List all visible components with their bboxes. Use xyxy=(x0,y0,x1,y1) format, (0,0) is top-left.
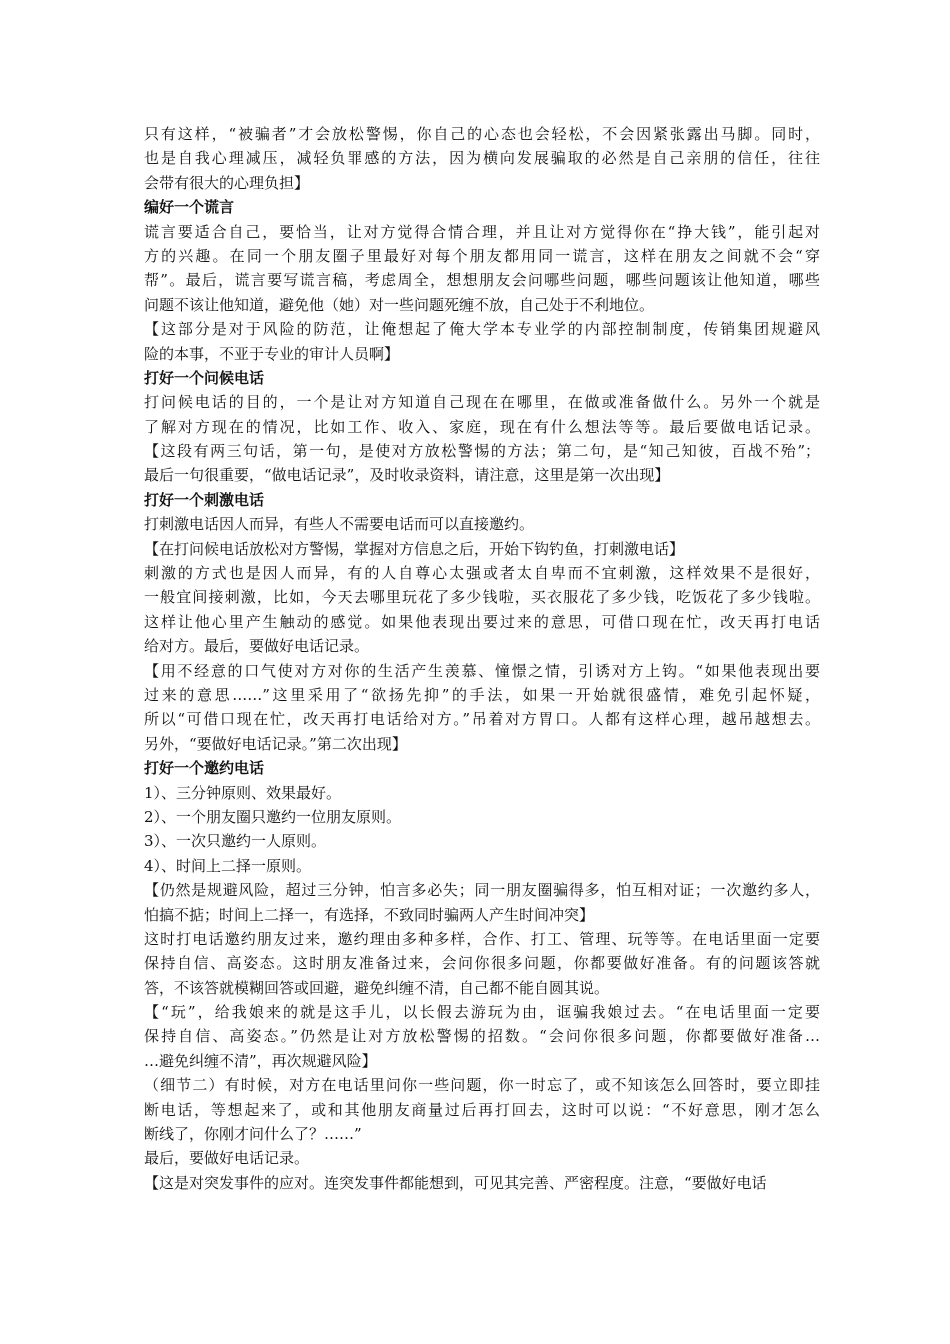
text-line: 打问候电话的目的，一个是让对方知道自己现在在哪里，在做或准备做什么。另外一个就是 xyxy=(144,393,820,412)
text-line: 【仍然是规避风险，超过三分钟，怕言多必失；同一朋友圈骗得多，怕互相对证；一次邀约多人， xyxy=(144,881,820,900)
section-heading: 打好一个问候电话 xyxy=(144,368,265,387)
text-line: 4）、时间上二择一原则。 xyxy=(144,856,312,875)
text-line: 3）、一次只邀约一人原则。 xyxy=(144,832,327,851)
text-line: 帮”。最后，谎言要写谎言稿，考虑周全，想想朋友会问哪些问题，哪些问题该让他知道，哪些 xyxy=(144,271,820,290)
text-line: 【这部分是对于风险的防范，让俺想起了俺大学本专业学的内部控制制度，传销集团规避风 xyxy=(144,320,820,339)
text-line: 最后一句很重要，“做电话记录”，及时收录资料，请注意，这里是第一次出现】 xyxy=(144,466,670,485)
section-heading: 编好一个谎言 xyxy=(144,198,235,217)
paragraph xyxy=(144,512,820,756)
text-line: …避免纠缠不清”，再次规避风险】 xyxy=(144,1051,377,1070)
text-line: 了解对方现在的情况，比如工作、收入、家庭，现在有什么想法等等。最后要做电话记录。 xyxy=(144,417,820,436)
paragraph xyxy=(144,220,820,318)
text-line: 险的本事，不亚于专业的审计人员啊】 xyxy=(144,344,400,363)
text-line: 给对方。最后，要做好电话记录。 xyxy=(144,637,370,656)
text-line: 答，不该答就模糊回答或回避，避免纠缠不清，自己都不能自圆其说。 xyxy=(144,978,610,997)
text-line: 问题不该让他知道，避免他（她）对一些问题死缠不放，自己处于不利地位。 xyxy=(144,295,655,314)
document-page xyxy=(144,122,820,1195)
text-line: 怕搞不掂；时间上二择一，有选择，不致同时骗两人产生时间冲突】 xyxy=(144,905,595,924)
section-heading: 打好一个刺激电话 xyxy=(144,490,265,509)
text-line: 另外，“要做好电话记录。”第二次出现】 xyxy=(144,734,407,753)
text-line: 2）、一个朋友圈只邀约一位朋友原则。 xyxy=(144,807,402,826)
paragraph xyxy=(144,317,820,366)
text-line: 会带有很大的心理负担】 xyxy=(144,173,310,192)
text-line: 谎言要适合自己，要恰当，让对方觉得合情合理，并且让对方觉得你在“挣大钱”，能引起对 xyxy=(144,222,820,241)
text-line: 打刺激电话因人而异，有些人不需要电话而可以直接邀约。 xyxy=(144,515,535,534)
text-line: 这样让他心里产生触动的感觉。如果他表现出要过来的意思，可借口现在忙，改天再打电话 xyxy=(144,612,820,631)
text-line: 这时打电话邀约朋友过来，邀约理由多种多样，合作、打工、管理、玩等等。在电话里面一定要 xyxy=(144,929,820,948)
text-line: 【这段有两三句话，第一句，是使对方放松警惕的方法；第二句，是“知己知彼，百战不殆”； xyxy=(144,442,820,461)
text-line: 一般宜间接刺激，比如，今天去哪里玩花了多少钱啦，买衣服花了多少钱，吃饭花了多少钱啦。 xyxy=(144,588,820,607)
paragraph xyxy=(144,781,820,1196)
text-line: 也是自我心理减压，减轻负罪感的方法，因为横向发展骗取的必然是自己亲朋的信任，往往 xyxy=(144,149,820,168)
text-line: 【在打问候电话放松对方警惕，掌握对方信息之后，开始下钩钓鱼，打刺激电话】 xyxy=(144,539,685,558)
paragraph xyxy=(144,390,820,488)
text-line: （细节二）有时候，对方在电话里问你一些问题，你一时忘了，或不知该怎么回答时，要立即挂 xyxy=(144,1076,820,1095)
section-heading: 打好一个邀约电话 xyxy=(144,759,265,778)
paragraph xyxy=(144,122,820,195)
text-line: 【这是对突发事件的应对。连突发事件都能想到，可见其完善、严密程度。注意，“要做好电话 xyxy=(144,1173,767,1192)
text-line: 刺激的方式也是因人而异，有的人自尊心太强或者太自卑而不宜刺激，这样效果不是很好， xyxy=(144,564,820,583)
text-line: 断线了，你刚才问什么了？……” xyxy=(144,1125,362,1144)
text-line: 保持自信、高姿态。”仍然是让对方放松警惕的招数。“会问你很多问题，你都要做好准备… xyxy=(144,1027,820,1046)
text-line: 【“玩”，给我娘来的就是这手儿，以长假去游玩为由，诓骗我娘过去。“在电话里面一定要 xyxy=(144,1003,820,1022)
text-line: 只有这样，“被骗者”才会放松警惕，你自己的心态也会轻松，不会因紧张露出马脚。同时， xyxy=(144,125,820,143)
text-line: 最后，要做好电话记录。 xyxy=(144,1149,310,1168)
text-line: 方的兴趣。在同一个朋友圈子里最好对每个朋友都用同一谎言，这样在朋友之间就不会“穿 xyxy=(144,246,820,265)
text-line: 过来的意思……”这里采用了“欲扬先抑”的手法，如果一开始就很盛情，难免引起怀疑， xyxy=(144,685,820,704)
text-line: 1）、三分钟原则、效果最好。 xyxy=(144,783,342,802)
text-line: 保持自信、高姿态。这时朋友准备过来，会问你很多问题，你都要做好准备。有的问题该答就 xyxy=(144,954,820,973)
text-line: 断电话，等想起来了，或和其他朋友商量过后再打回去，这时可以说：“不好意思，刚才怎么 xyxy=(144,1100,820,1119)
text-line: 所以“可借口现在忙，改天再打电话给对方。”吊着对方胃口。人都有这样心理，越吊越想去。 xyxy=(144,710,820,729)
text-line: 【用不经意的口气使对方对你的生活产生羡慕、憧憬之情，引诱对方上钩。“如果他表现出要 xyxy=(144,661,820,680)
